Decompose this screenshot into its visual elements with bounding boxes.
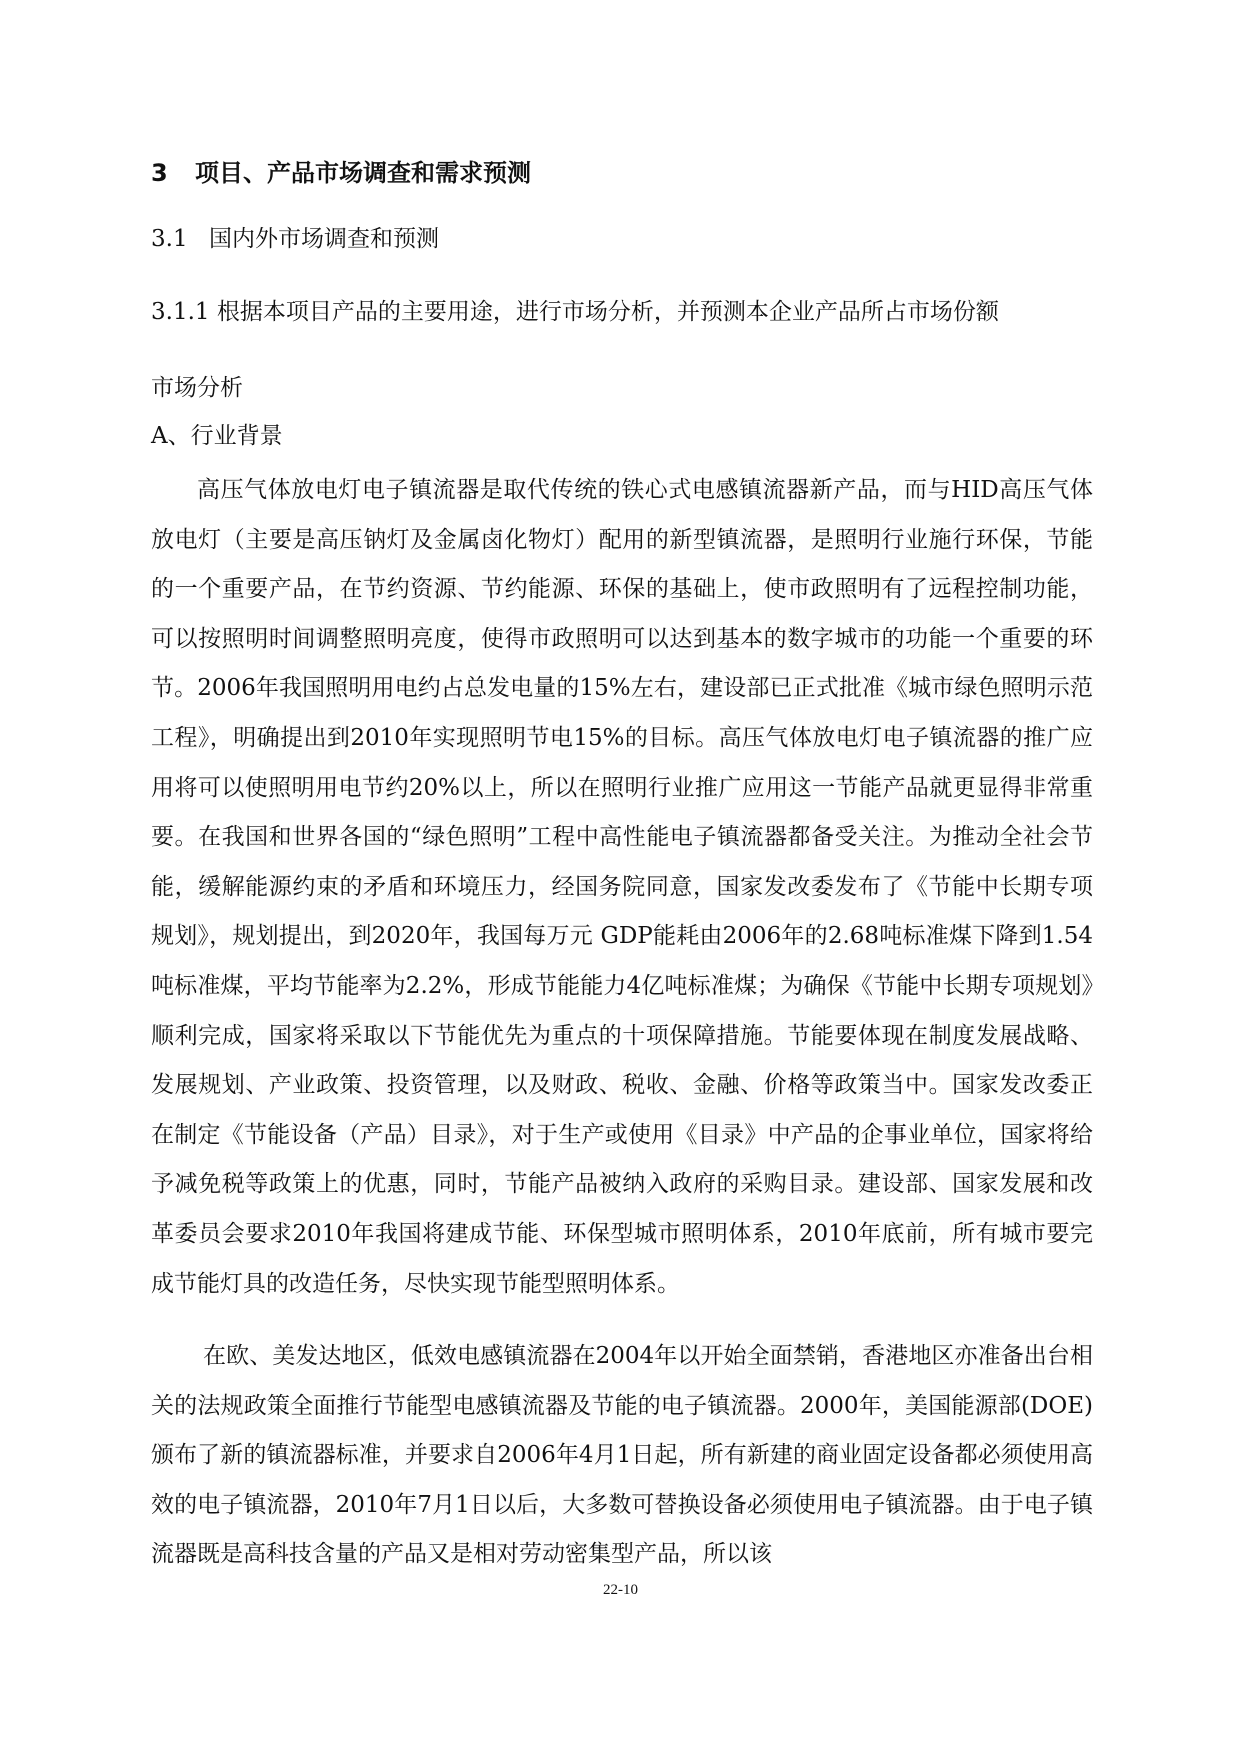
industry-background-heading: A、行业背景 xyxy=(151,423,283,449)
section-heading xyxy=(151,158,531,188)
body-paragraph: 在欧、美发达地区，低效电感镇流器在2004年以开始全面禁销，香港地区亦准备出台相关的法规政策全面推行节能型电感镇流器及节能的电子镇流器。2000年，美国能源部(DOE)颁布了新的镇流器标准，并要求自2006年4月1日起，所有新建的商业固定设备都必须使用高效的电子镇流器，2010年7月1日以后，大多数可替换设备必须使用电子镇流器。由于电子镇流器既是高科技含量的产品又是相对劳动密集型产品，所以该 xyxy=(151,1343,1093,1568)
section-number: 3 xyxy=(151,159,168,187)
section-title: 项目、产品市场调查和需求预测 xyxy=(195,159,531,187)
market-analysis-heading: 市场分析 xyxy=(151,375,243,401)
subsection-title: 国内外市场调查和预测 xyxy=(209,226,439,252)
body-paragraph: 高压气体放电灯电子镇流器是取代传统的铁心式电感镇流器新产品，而与HID高压气体放电灯（主要是高压钠灯及金属卤化物灯）配用的新型镇流器，是照明行业施行环保，节能的一个重要产品，在节约资源、节约能源、环保的基础上，使市政照明有了远程控制功能，可以按照明时间调整照明亮度，使得市政照明可以达到基本的数字城市的功能一个重要的环节。2006年我国照明用电约占总发电量的15%左右，建设部已正式批准《城市绿色照明示范工程》，明确提出到2010年实现照明节电15%的目标。高压气体放电灯电子镇流器的推广应用将可以使照明用电节约20%以上，所以在照明行业推广应用这一节能产品就更显得非常重要。在我国和世界各国的“绿色照明”工程中高性能电子镇流器都备受关注。为推动全社会节能，缓解能源约束的矛盾和环境压力，经国务院同意，国家发改委发布了《节能中长期专项规划》，规划提出，到2020年，我国每万元 GDP能耗由2006年的2.68吨标准煤下降到1.54吨标准煤，平均节能率为2.2%，形成节能能力4亿吨标准煤；为确保《节能中长期专项规划》顺利完成，国家将采取以下节能优先为重点的十项保障措施。节能要体现在制度发展战略、发展规划、产业政策、投资管理，以及财政、税收、金融、价格等政策当中。国家发改委正在制定《节能设备（产品）目录》，对于生产或使用《目录》中产品的企事业单位，国家将给予减免税等政策上的优惠，同时，节能产品被纳入政府的采购目录。建设部、国家发展和改革委员会要求2010年我国将建成节能、环保型城市照明体系，2010年底前，所有城市要完成节能灯具的改造任务，尽快实现节能型照明体系。 xyxy=(151,477,1093,1297)
subsubsection-heading: 3.1.1 根据本项目产品的主要用途，进行市场分析，并预测本企业产品所占市场份额 xyxy=(151,299,999,325)
page-number: 22-10 xyxy=(603,1582,638,1598)
subsection-heading xyxy=(151,224,439,254)
subsection-number: 3.1 xyxy=(151,226,188,252)
